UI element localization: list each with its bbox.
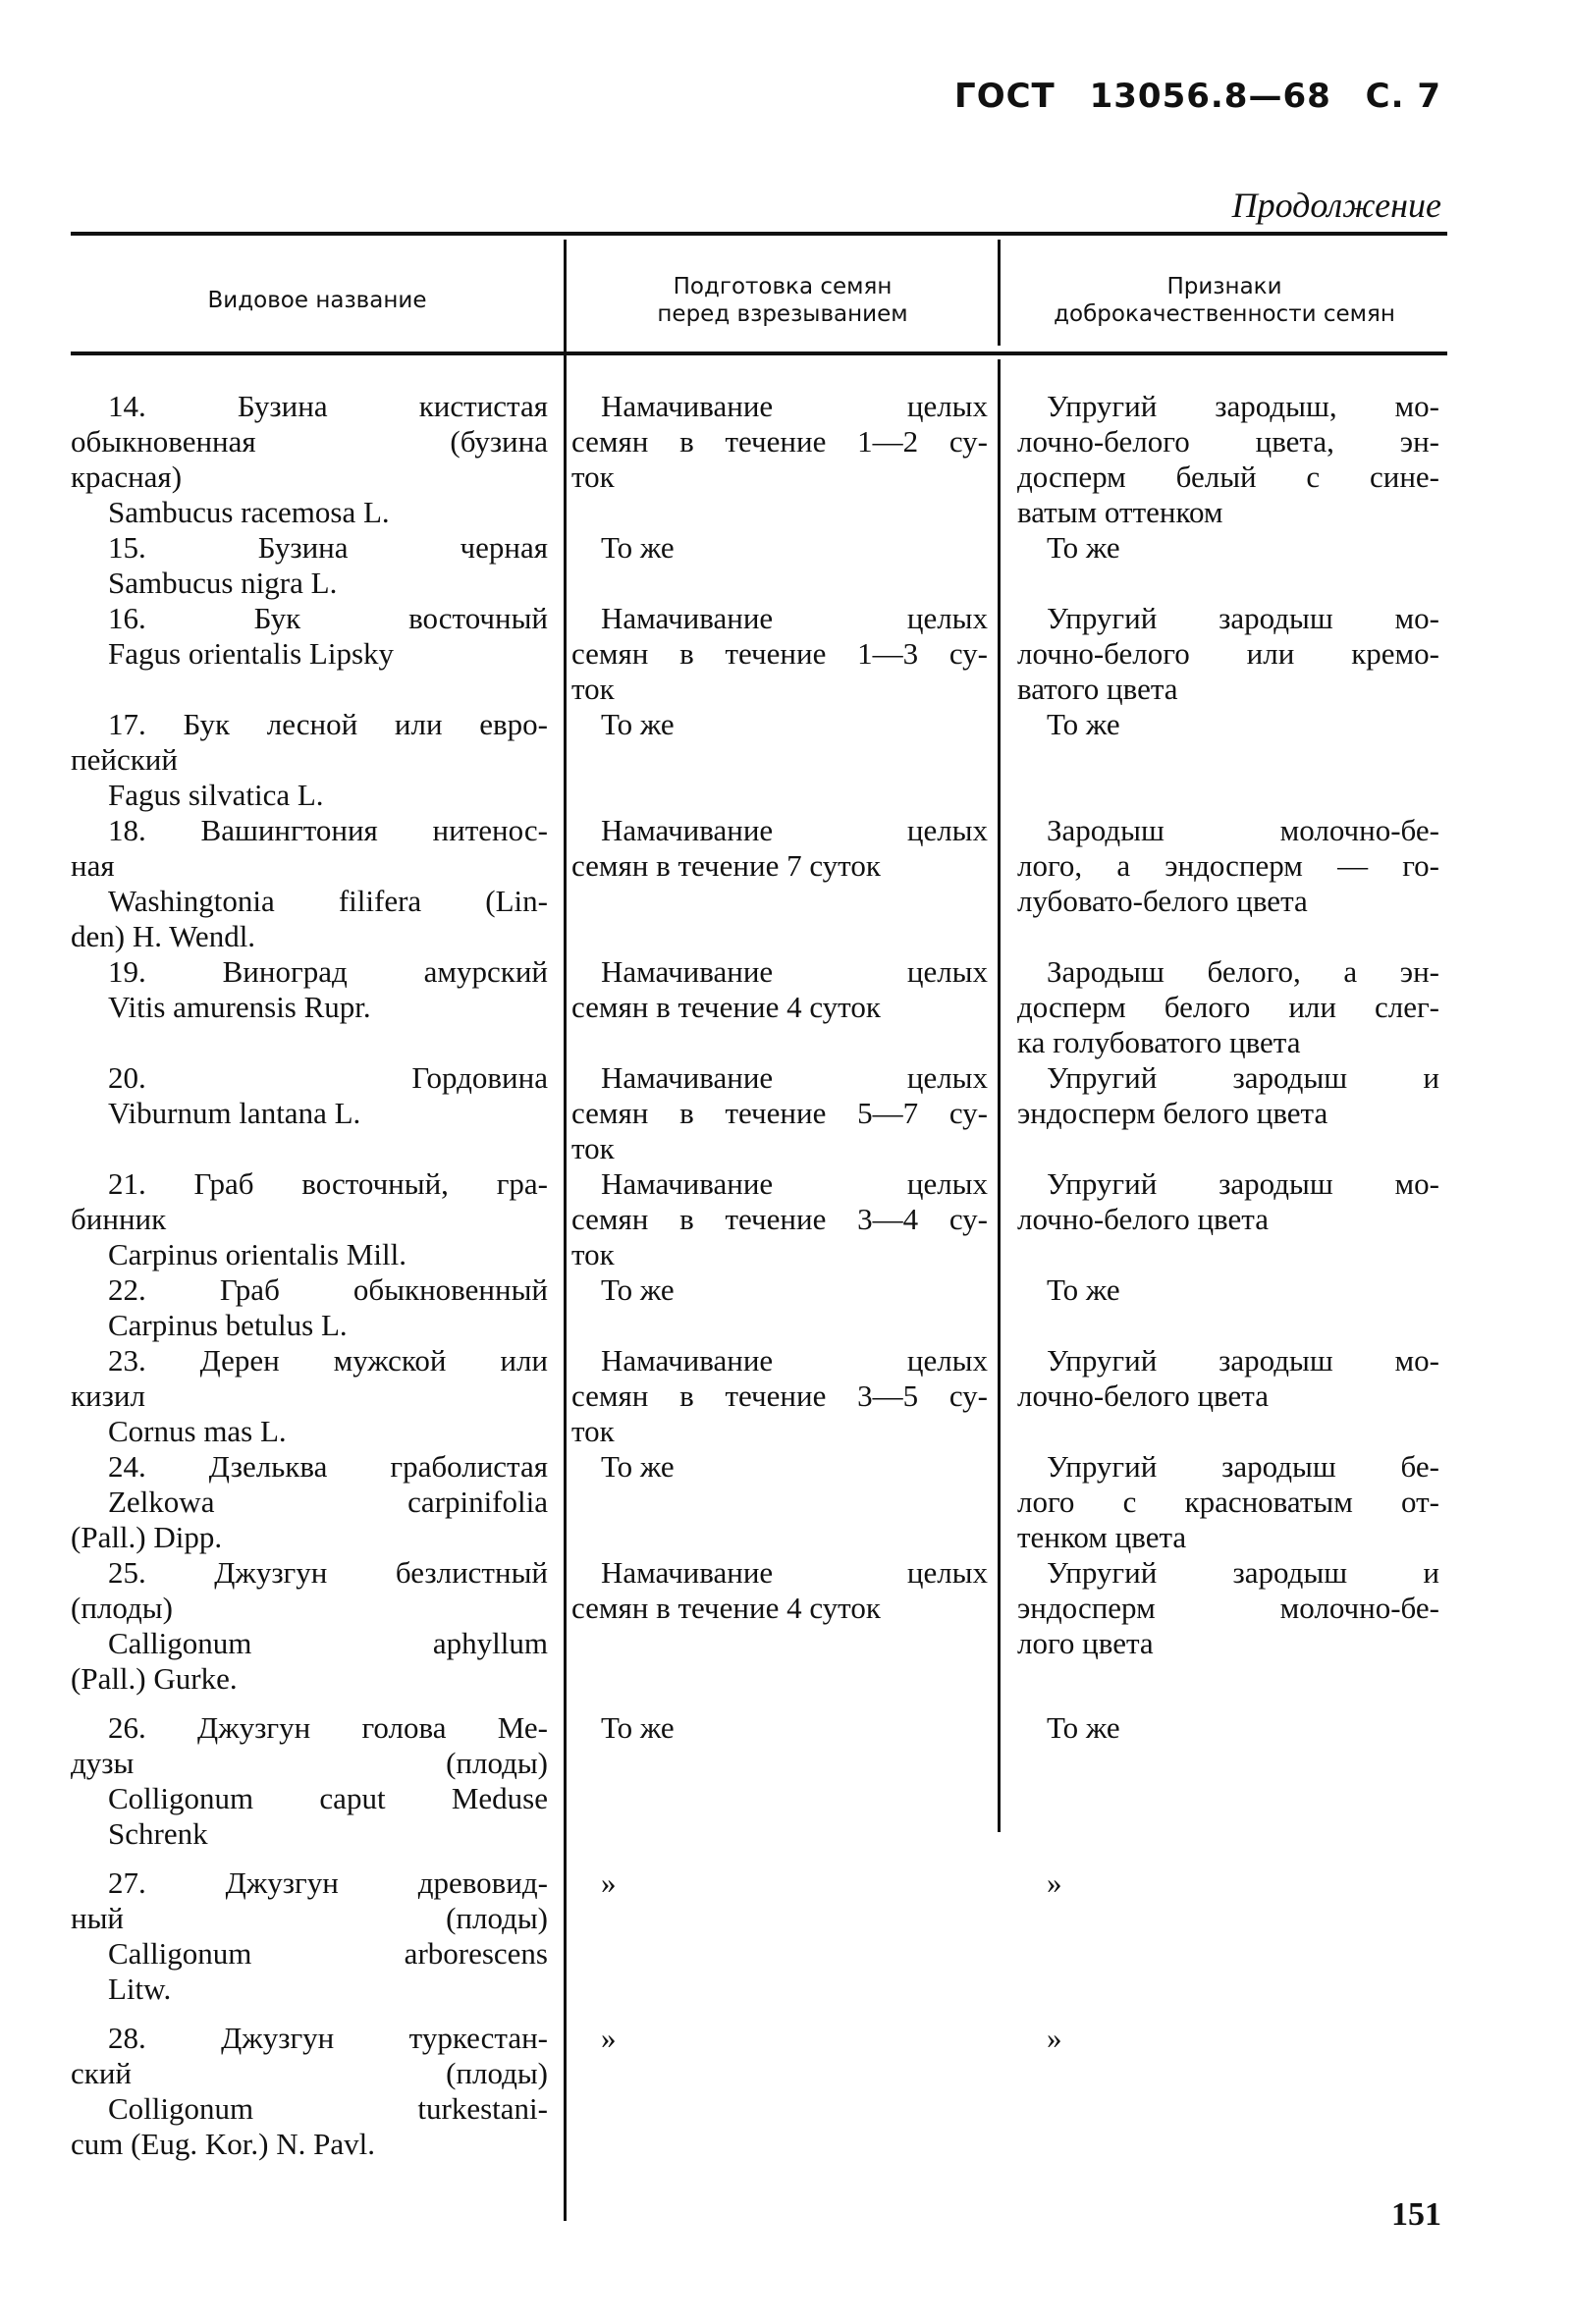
cell-text-line: То же: [601, 707, 675, 741]
preparation-cell: [562, 1449, 996, 1555]
cell-text-line: (Pall.) Gurke.: [71, 1661, 238, 1696]
quality-signs-cell: [996, 1865, 1447, 2007]
page-number: 151: [1391, 2196, 1441, 2233]
quality-signs-cell: [996, 389, 1447, 530]
standard-label: ГОСТ: [954, 77, 1056, 116]
cell-text-line: ватым оттенком: [1017, 495, 1223, 529]
cell-text-line: ка голубоватого цвета: [1017, 1025, 1301, 1059]
cell-text-line: Упругий зародыш мо-: [1047, 601, 1439, 635]
cell-text-line: 17. Бук лесной или евро-: [108, 707, 548, 741]
cell-text-line: Calligonum arborescens: [108, 1936, 548, 1971]
cell-text-line: То же: [1047, 1272, 1120, 1307]
cell-text-line: обыкновенная (бузина: [71, 424, 548, 459]
cell-text-line: Washingtonia filifera (Lin-: [108, 884, 548, 918]
species-name-cell: [71, 530, 562, 601]
cell-text-line: Litw.: [108, 1972, 172, 2006]
preparation-cell: [562, 707, 996, 813]
cell-text-line: Fagus orientalis Lipsky: [108, 636, 395, 671]
cell-text-line: лубовато-белого цвета: [1017, 884, 1308, 918]
cell-text-line: 26. Джузгун голова Ме-: [108, 1710, 548, 1745]
cell-text-line: семян в течение 7 суток: [571, 848, 881, 883]
cell-text-line: cum (Eug. Kor.) N. Pavl.: [71, 2127, 375, 2161]
quality-signs-cell: [996, 601, 1447, 707]
standard-number: 13056.8—68: [1089, 77, 1331, 116]
species-name-cell: [71, 707, 562, 813]
cell-text-line: 28. Джузгун туркестан-: [108, 2021, 548, 2055]
species-name-cell: [71, 1343, 562, 1449]
cell-text-line: »: [601, 1865, 617, 1900]
cell-text-line: Carpinus orientalis Mill.: [108, 1237, 406, 1271]
cell-text-line: den) H. Wendl.: [71, 919, 256, 953]
table-row: [71, 601, 1447, 707]
preparation-cell: [562, 389, 996, 530]
cell-text-line: То же: [1047, 707, 1120, 741]
species-name-cell: [71, 389, 562, 530]
preparation-cell: [562, 954, 996, 1060]
cell-text-line: ский (плоды): [71, 2056, 548, 2090]
document-header: [933, 77, 1441, 116]
cell-text-line: Намачивание целых: [601, 1555, 988, 1590]
cell-text-line: семян в течение 1—3 су-: [571, 636, 988, 671]
preparation-cell: [562, 813, 996, 954]
quality-signs-cell: [996, 1449, 1447, 1555]
quality-signs-cell: [996, 707, 1447, 813]
cell-text-line: ватого цвета: [1017, 672, 1178, 706]
cell-text-line: 27. Джузгун древовид-: [108, 1865, 548, 1900]
species-name-cell: [71, 1060, 562, 1166]
cell-text-line: тенком цвета: [1017, 1520, 1187, 1554]
preparation-cell: [562, 1060, 996, 1166]
cell-text-line: »: [601, 2021, 617, 2055]
cell-text-line: Зародыш молочно-бе-: [1047, 813, 1439, 847]
cell-text-line: лочно-белого цвета: [1017, 1202, 1269, 1236]
table-row: [71, 1710, 1447, 1852]
cell-text-line: То же: [601, 1449, 675, 1484]
cell-text-line: Sambucus nigra L.: [108, 566, 338, 600]
table-row: [71, 707, 1447, 813]
species-name-cell: [71, 954, 562, 1060]
cell-text-line: Намачивание целых: [601, 954, 988, 989]
table-body: [71, 389, 1447, 2162]
cell-text-line: Calligonum aphyllum: [108, 1626, 548, 1660]
cell-text-line: ный (плоды): [71, 1901, 548, 1935]
table-row: [71, 1060, 1447, 1166]
cell-text-line: Schrenk: [108, 1816, 208, 1851]
species-name-cell: [71, 813, 562, 954]
cell-text-line: лочно-белого цвета, эн-: [1017, 424, 1439, 459]
table-row: [71, 2021, 1447, 2162]
cell-text-line: Упругий зародыш мо-: [1047, 1343, 1439, 1378]
cell-text-line: красная): [71, 459, 183, 494]
quality-signs-cell: [996, 1710, 1447, 1852]
cell-text-line: Упругий зародыш бе-: [1047, 1449, 1439, 1484]
continuation-label: Продолжение: [1231, 186, 1441, 225]
cell-text-line: пейский: [71, 742, 178, 777]
cell-text-line: Colligonum turkestani-: [108, 2091, 548, 2126]
cell-text-line: 25. Джузгун безлистный: [108, 1555, 548, 1590]
column-header-quality-signs: Признаки доброкачественности семян: [1054, 274, 1395, 327]
quality-signs-cell: [996, 1272, 1447, 1343]
preparation-cell: [562, 1343, 996, 1449]
cell-text-line: лого с красноватым от-: [1017, 1485, 1439, 1519]
cell-text-line: бинник: [71, 1202, 167, 1236]
cell-text-line: Упругий зародыш мо-: [1047, 1166, 1439, 1201]
cell-text-line: Viburnum lantana L.: [108, 1096, 361, 1130]
cell-text-line: ток: [571, 459, 615, 494]
cell-text-line: семян в течение 4 суток: [571, 990, 881, 1024]
cell-text-line: эндосперм белого цвета: [1017, 1096, 1328, 1130]
table-row: [71, 1449, 1447, 1555]
cell-text-line: »: [1047, 2021, 1062, 2055]
cell-text-line: Намачивание целых: [601, 813, 988, 847]
quality-signs-cell: [996, 1555, 1447, 1697]
cell-text-line: Намачивание целых: [601, 601, 988, 635]
cell-text-line: То же: [601, 530, 675, 565]
cell-text-line: лого, а эндосперм — го-: [1017, 848, 1439, 883]
species-table: [71, 232, 1447, 2225]
cell-text-line: То же: [1047, 1710, 1120, 1745]
cell-text-line: Fagus silvatica L.: [108, 778, 324, 812]
table-row: [71, 813, 1447, 954]
column-header-name: Видовое название: [207, 288, 427, 313]
preparation-cell: [562, 1166, 996, 1272]
cell-text-line: Намачивание целых: [601, 1343, 988, 1378]
quality-signs-cell: [996, 954, 1447, 1060]
quality-signs-cell: [996, 813, 1447, 954]
cell-text-line: 16. Бук восточный: [108, 601, 548, 635]
table-row: [71, 530, 1447, 601]
table-row: [71, 1555, 1447, 1697]
cell-text-line: Зародыш белого, а эн-: [1047, 954, 1439, 989]
cell-text-line: Vitis amurensis Rupr.: [108, 990, 371, 1024]
cell-text-line: То же: [601, 1272, 675, 1307]
cell-text-line: Carpinus betulus L.: [108, 1308, 348, 1342]
preparation-cell: [562, 1272, 996, 1343]
cell-text-line: дузы (плоды): [71, 1746, 548, 1780]
cell-text-line: ток: [571, 1131, 615, 1165]
cell-text-line: семян в течение 3—4 су-: [571, 1202, 988, 1236]
cell-text-line: Намачивание целых: [601, 389, 988, 423]
cell-text-line: То же: [1047, 530, 1120, 565]
preparation-cell: [562, 1555, 996, 1697]
species-name-cell: [71, 1555, 562, 1697]
preparation-cell: [562, 1710, 996, 1852]
cell-text-line: ная: [71, 848, 115, 883]
cell-text-line: (Pall.) Dipp.: [71, 1520, 223, 1554]
cell-text-line: семян в течение 3—5 су-: [571, 1378, 988, 1413]
cell-text-line: Упругий зародыш и: [1047, 1555, 1439, 1590]
preparation-cell: [562, 530, 996, 601]
cell-text-line: Zelkowa carpinifolia: [108, 1485, 548, 1519]
quality-signs-cell: [996, 530, 1447, 601]
species-name-cell: [71, 1710, 562, 1852]
table-row: [71, 1343, 1447, 1449]
table-row: [71, 1865, 1447, 2007]
cell-text-line: досперм белый с сине-: [1017, 459, 1439, 494]
cell-text-line: То же: [601, 1710, 675, 1745]
species-name-cell: [71, 1865, 562, 2007]
preparation-cell: [562, 601, 996, 707]
cell-text-line: эндосперм молочно-бе-: [1017, 1591, 1439, 1625]
cell-text-line: 14. Бузина кистистая: [108, 389, 548, 423]
table-header-rule: [71, 351, 1447, 355]
quality-signs-cell: [996, 1343, 1447, 1449]
quality-signs-cell: [996, 2021, 1447, 2162]
cell-text-line: ток: [571, 1237, 615, 1271]
cell-text-line: кизил: [71, 1378, 145, 1413]
cell-text-line: Cornus mas L.: [108, 1414, 287, 1448]
cell-text-line: Намачивание целых: [601, 1060, 988, 1095]
species-name-cell: [71, 1449, 562, 1555]
preparation-cell: [562, 2021, 996, 2162]
cell-text-line: семян в течение 1—2 су-: [571, 424, 988, 459]
cell-text-line: 22. Граб обыкновенный: [108, 1272, 548, 1307]
column-header-preparation: Подготовка семян перед взрезыванием: [657, 274, 908, 327]
preparation-cell: [562, 1865, 996, 2007]
cell-text-line: Намачивание целых: [601, 1166, 988, 1201]
cell-text-line: семян в течение 4 суток: [571, 1591, 881, 1625]
cell-text-line: лочно-белого цвета: [1017, 1378, 1269, 1413]
cell-text-line: 21. Граб восточный, гра-: [108, 1166, 548, 1201]
table-row: [71, 1166, 1447, 1272]
cell-text-line: 19. Виноград амурский: [108, 954, 548, 989]
cell-text-line: ток: [571, 1414, 615, 1448]
table-row: [71, 1272, 1447, 1343]
table-top-rule: [71, 232, 1447, 236]
table-row: [71, 389, 1447, 530]
cell-text-line: (плоды): [71, 1591, 173, 1625]
quality-signs-cell: [996, 1060, 1447, 1166]
table-row: [71, 954, 1447, 1060]
cell-text-line: »: [1047, 1865, 1062, 1900]
species-name-cell: [71, 2021, 562, 2162]
cell-text-line: лочно-белого или кремо-: [1017, 636, 1439, 671]
cell-text-line: лого цвета: [1017, 1626, 1154, 1660]
species-name-cell: [71, 1272, 562, 1343]
cell-text-line: 18. Вашингтония нитенос-: [108, 813, 548, 847]
cell-text-line: Упругий зародыш, мо-: [1047, 389, 1439, 423]
species-name-cell: [71, 601, 562, 707]
cell-text-line: 23. Дерен мужской или: [108, 1343, 548, 1378]
cell-text-line: Упругий зародыш и: [1047, 1060, 1439, 1095]
cell-text-line: Colligonum caput Meduse: [108, 1781, 548, 1815]
page-reference: С. 7: [1365, 77, 1441, 116]
column-divider-2-header: [998, 240, 1001, 346]
cell-text-line: досперм белого или слег-: [1017, 990, 1439, 1024]
cell-text-line: 20. Гордовина: [108, 1060, 548, 1095]
cell-text-line: 15. Бузина черная: [108, 530, 548, 565]
cell-text-line: ток: [571, 672, 615, 706]
species-name-cell: [71, 1166, 562, 1272]
quality-signs-cell: [996, 1166, 1447, 1272]
cell-text-line: 24. Дзельква граболистая: [108, 1449, 548, 1484]
cell-text-line: Sambucus racemosa L.: [108, 495, 390, 529]
cell-text-line: семян в течение 5—7 су-: [571, 1096, 988, 1130]
